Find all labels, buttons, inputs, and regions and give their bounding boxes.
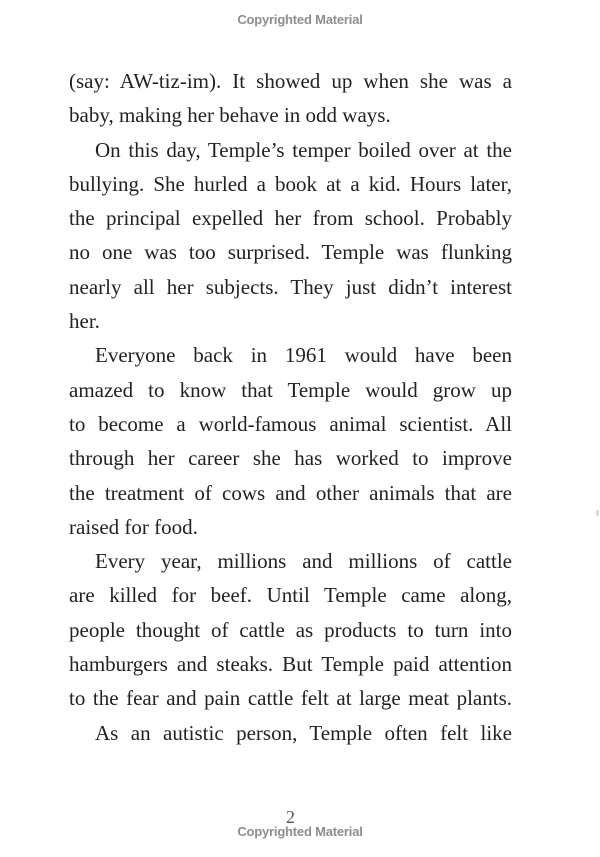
text-line: the treatment of cows and other animals that are — [69, 480, 512, 505]
text-line: Every year, millions and millions of cattle — [95, 549, 512, 574]
text-line: to the fear and pain cattle felt at large meat plants. — [69, 686, 512, 711]
text-line: are killed for beef. Until Temple came along, — [69, 583, 512, 608]
text-line: hamburgers and steaks. But Temple paid attention — [69, 652, 512, 677]
text-line: (say: AW-tiz-im). It showed up when she was a — [69, 69, 512, 93]
text-line: bullying. She hurled a book at a kid. Hours later, — [69, 171, 512, 196]
text-line: As an autistic person, Temple often felt like — [95, 720, 512, 745]
page-edge-artifact — [596, 510, 599, 516]
paragraph — [69, 133, 512, 339]
text-line: people thought of cattle as products to turn into — [69, 617, 512, 642]
paragraph — [69, 338, 512, 544]
text-line: raised for food. — [69, 514, 198, 539]
top-copyright-notice: Copyrighted Material — [237, 12, 363, 27]
text-line: the principal expelled her from school. Probably — [69, 206, 512, 231]
text-line: baby, making her behave in odd ways. — [69, 103, 391, 128]
page-number: 2 — [286, 807, 295, 827]
body-text — [69, 64, 512, 750]
text-line: amazed to know that Temple would grow up — [69, 377, 512, 402]
text-line: no one was too surprised. Temple was flunking — [69, 240, 512, 265]
bottom-copyright-notice: Copyrighted Material — [237, 824, 363, 839]
text-line: her. — [69, 309, 100, 334]
paragraph — [69, 544, 512, 715]
text-line: through her career she has worked to improve — [69, 446, 512, 471]
text-line: On this day, Temple’s temper boiled over at the — [95, 137, 512, 162]
text-line: Everyone back in 1961 would have been — [95, 343, 512, 368]
paragraph — [69, 716, 512, 750]
text-line: to become a world-famous animal scientist. All — [69, 411, 512, 436]
text-line: nearly all her subjects. They just didn’t interest — [69, 274, 512, 299]
paragraph — [69, 64, 512, 133]
